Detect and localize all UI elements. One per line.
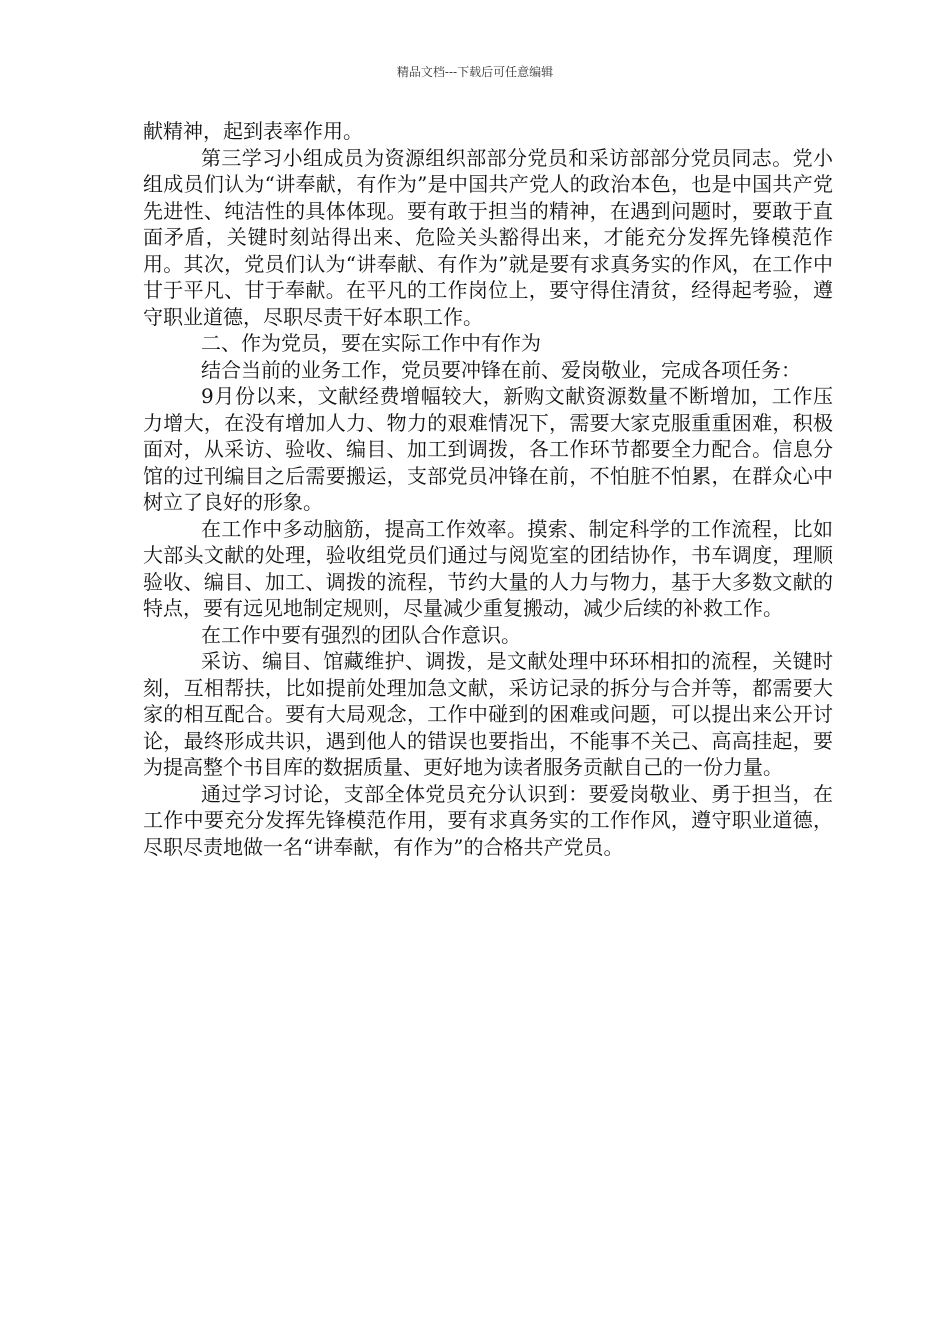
paragraph: 采访、编目、馆藏维护、调拨，是文献处理中环环相扣的流程，关键时刻，互相帮扶，比如提前处理加急文献，采访记录的拆分与合并等，都需要大家的相互配合。要有大局观念，工作中碰到的困难或问题，可以提出来公开讨论，最终形成共识，遇到他人的错误也要指出，不能事不关己、高高挂起，要为提高整个书目库的数据质量、更好地为读者服务贡献自己的一份力量。 (143, 649, 833, 779)
document-body (143, 118, 833, 860)
paragraph: 通过学习讨论，支部全体党员充分认识到：要爱岗敬业、勇于担当，在工作中要充分发挥先锋模范作用，要有求真务实的工作作风，遵守职业道德，尽职尽责地做一名“讲奉献，有作为”的合格共产党员。 (143, 781, 833, 859)
page-header: 精品文档---下载后可任意编辑 (396, 65, 554, 79)
paragraph: 在工作中要有强烈的团队合作意识。 (201, 622, 521, 647)
paragraph: 第三学习小组成员为资源组织部部分党员和采访部部分党员同志。党小组成员们认为“讲奉献，有作为”是中国共产党人的政治本色，也是中国共产党先进性、纯洁性的具体体现。要有敢于担当的精神，在遇到问题时，要敢于直面矛盾，关键时刻站得出来、危险关头豁得出来，才能充分发挥先锋模范作用。其次，党员们认为“讲奉献、有作为”就是要有求真务实的作风，在工作中甘于平凡、甘于奉献。在平凡的工作岗位上，要守得住清贫，经得起考验，遵守职业道德，尽职尽责干好本职工作。 (143, 145, 833, 329)
paragraph: 9月份以来，文献经费增幅较大，新购文献资源数量不断增加，工作压力增大，在没有增加人力、物力的艰难情况下，需要大家克服重重困难，积极面对，从采访、验收、编目、加工到调拨，各工作环节都要全力配合。信息分馆的过刊编目之后需要搬运，支部党员冲锋在前，不怕脏不怕累，在群众心中树立了良好的形象。 (143, 384, 833, 514)
paragraph: 在工作中多动脑筋，提高工作效率。摸索、制定科学的工作流程，比如大部头文献的处理，验收组党员们通过与阅览室的团结协作，书车调度，理顺验收、编目、加工、调拨的流程，节约大量的人力与物力，基于大多数文献的特点，要有远见地制定规则，尽量减少重复搬动，减少后续的补救工作。 (143, 516, 833, 620)
paragraph: 结合当前的业务工作，党员要冲锋在前、爱岗敬业，完成各项任务： (201, 357, 801, 382)
section-heading: 二、作为党员，要在实际工作中有作为 (201, 331, 541, 355)
paragraph-continuation: 献精神，起到表率作用。 (143, 119, 363, 143)
